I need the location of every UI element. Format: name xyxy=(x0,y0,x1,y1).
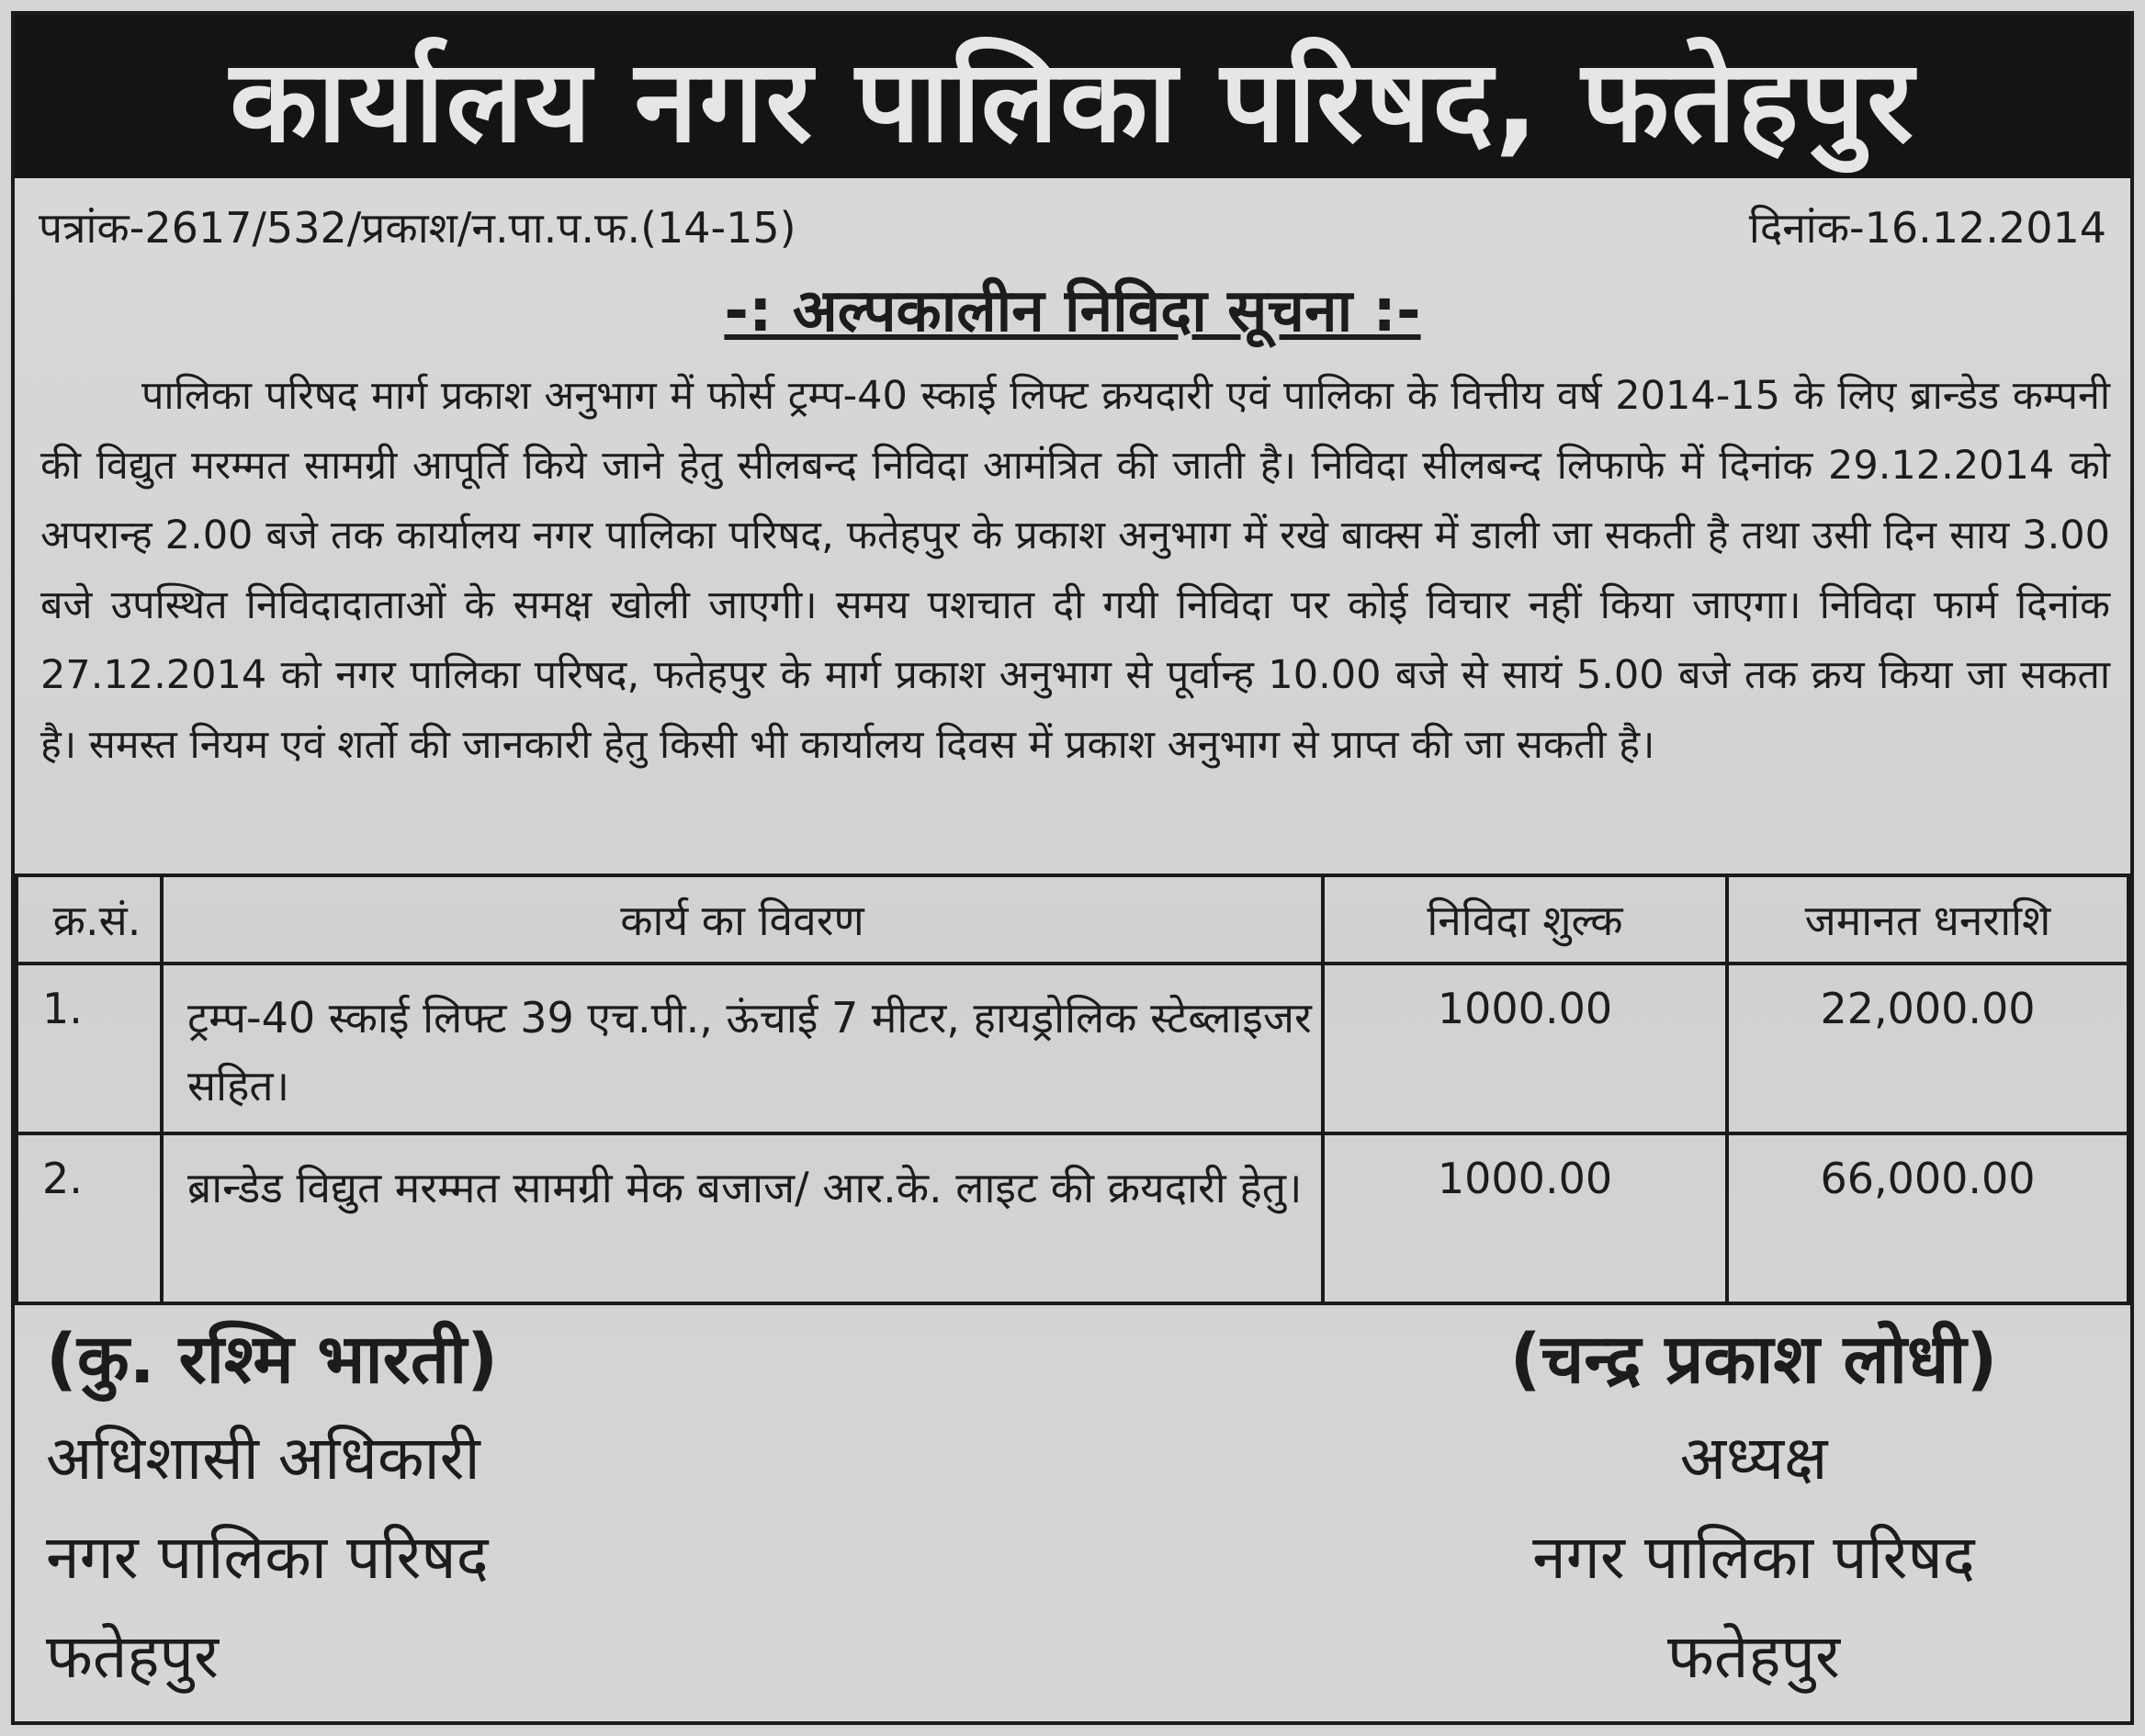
signature-block-executive-officer xyxy=(46,1310,744,1707)
signatory-organization: नगर पालिका परिषद xyxy=(1532,1522,1975,1593)
letter-number: पत्रांक-2617/532/प्रकाश/न.पा.प.फ.(14-15) xyxy=(39,203,796,253)
signatory-designation: अध्यक्ष xyxy=(1679,1423,1828,1494)
cell-serial: 2. xyxy=(17,1133,162,1303)
tender-table xyxy=(15,874,2130,1305)
office-title-banner xyxy=(15,15,2130,178)
signatory-designation: अधिशासी अधिकारी xyxy=(46,1423,480,1494)
signatory-place: फतेहपुर xyxy=(1666,1621,1841,1692)
office-title: कार्यालय नगर पालिका परिषद, फतेहपुर xyxy=(230,35,1915,168)
signatory-name: (चन्द्र प्रकाश लोधी) xyxy=(1509,1320,1998,1399)
table-row xyxy=(17,1133,2128,1303)
cell-security-deposit: 66,000.00 xyxy=(1727,1133,2128,1303)
signatory-place: फतेहपुर xyxy=(46,1621,220,1692)
cell-security-deposit: 22,000.00 xyxy=(1727,964,2128,1133)
cell-serial: 1. xyxy=(17,964,162,1133)
signatory-name: (कु. रश्मि भारती) xyxy=(46,1320,499,1399)
table-row xyxy=(17,964,2128,1133)
notice-body: पालिका परिषद मार्ग प्रकाश अनुभाग में फोर्स ट्रम्प-40 स्काई लिफ्ट क्रयदारी एवं पालिका के वित्तीय वर्ष 2014-15 के लिए ब्रान्डेड कम्पनी की विद्युत मरम्मत सामग्री आपूर्ति किये जाने हेतु सीलबन्द निविदा आमंत्रित की जाती है। निविदा सीलबन्द लिफाफे में दिनांक 29.12.2014 को अपरान्ह 2.00 बजे तक कार्यालय नगर पालिका परिषद, फतेहपुर के प्रकाश अनुभाग में रखे बाक्स में डाली जा सकती है तथा उसी दिन साय 3.00 बजे उपस्थित निविदादाताओं के समक्ष खोली जाएगी। समय पशचात दी गयी निविदा पर कोई विचार नहीं किया जाएगा। निविदा फार्म दिनांक 27.12.2014 को नगर पालिका परिषद, फतेहपुर के मार्ग प्रकाश अनुभाग से पूर्वान्ह 10.00 बजे से सायं 5.00 बजे तक क्रय किया जा सकता है। समस्त नियम एवं शर्तो की जानकारी हेतु किसी भी कार्यालय दिवस में प्रकाश अनुभाग से प्राप्त की जा सकती है। xyxy=(40,373,2110,768)
cell-description: ब्रान्डेड विद्युत मरम्मत सामग्री मेक बजाज/ आर.के. लाइट की क्रयदारी हेतु। xyxy=(162,1133,1323,1303)
column-header-description: कार्य का विवरण xyxy=(162,875,1323,964)
notice-heading: -: अल्पकालीन निविदा सूचना :- xyxy=(724,277,1421,345)
column-header-security-deposit: जमानत धनराशि xyxy=(1727,875,2128,964)
cell-description: ट्रम्प-40 स्काई लिफ्ट 39 एच.पी., ऊंचाई 7 मीटर, हायड्रोलिक स्टेब्लाइजर सहित। xyxy=(162,964,1323,1133)
signature-block-chairman xyxy=(1405,1310,2103,1707)
tender-notice xyxy=(11,11,2134,1725)
column-header-serial: क्र.सं. xyxy=(17,875,162,964)
cell-tender-fee: 1000.00 xyxy=(1323,964,1727,1133)
cell-tender-fee: 1000.00 xyxy=(1323,1133,1727,1303)
notice-date: दिनांक-16.12.2014 xyxy=(1748,203,2106,253)
table-header-row xyxy=(17,875,2128,964)
reference-row xyxy=(15,198,2130,255)
signatory-organization: नगर पालिका परिषद xyxy=(46,1522,489,1593)
column-header-tender-fee: निविदा शुल्क xyxy=(1323,875,1727,964)
